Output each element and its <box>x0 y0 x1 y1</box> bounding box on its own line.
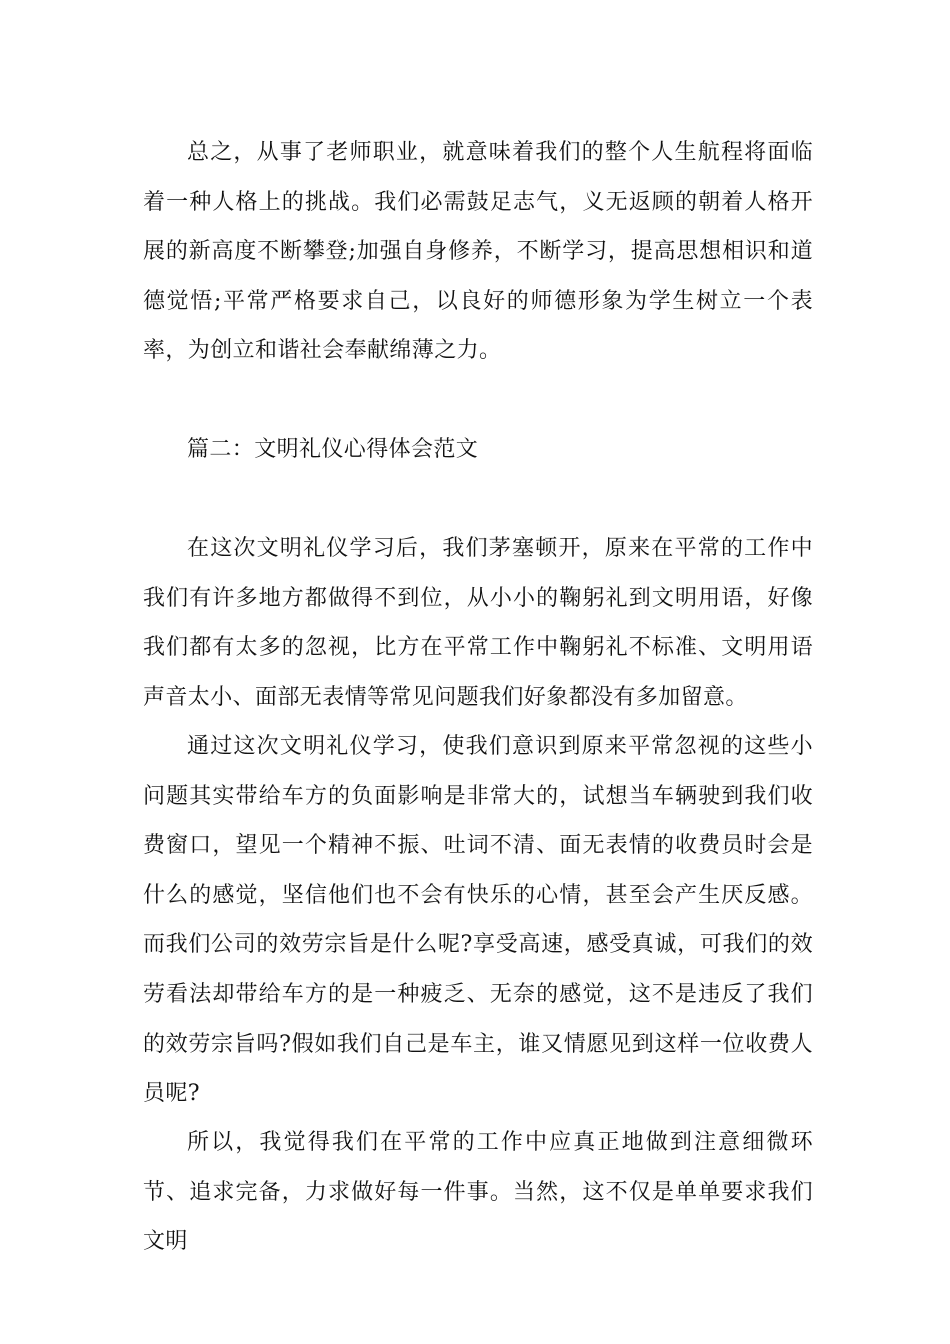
paragraph-intro: 在这次文明礼仪学习后，我们茅塞顿开，原来在平常的工作中我们有许多地方都做得不到位，从小小的鞠躬礼到文明用语，好像我们都有太多的忽视，比方在平常工作中鞠躬礼不标准、文明用语声音太小、面部无表情等常见问题我们好象都没有多加留意。 <box>143 536 813 710</box>
paragraph-reflection: 通过这次文明礼仪学习，使我们意识到原来平常忽视的这些小问题其实带给车方的负面影响是非常大的，试想当车辆驶到我们收费窗口，望见一个精神不振、吐词不清、面无表情的收费员时会是什么的感觉，坚信他们也不会有快乐的心情，甚至会产生厌反感。而我们公司的效劳宗旨是什么呢?享受高速，感受真诚，可我们的效劳看法却带给车方的是一种疲乏、无奈的感觉，这不是违反了我们的效劳宗旨吗?假如我们自己是车主，谁又情愿见到这样一位收费人员呢? <box>143 734 813 1107</box>
paragraph-resolution: 所以，我觉得我们在平常的工作中应真正地做到注意细微环节、追求完备，力求做好每一件事。当然，这不仅是单单要求我们文明 <box>143 1130 813 1255</box>
section-heading: 篇二：文明礼仪心得体会范文 <box>187 437 479 462</box>
paragraph-conclusion: 总之，从事了老师职业，就意味着我们的整个人生航程将面临着一种人格上的挑战。我们必需鼓足志气，义无返顾的朝着人格开展的新高度不断攀登;加强自身修养，不断学习，提高思想相识和道德觉悟;平常严格要求自己，以良好的师德形象为学生树立一个表率，为创立和谐社会奉献绵薄之力。 <box>143 140 813 364</box>
